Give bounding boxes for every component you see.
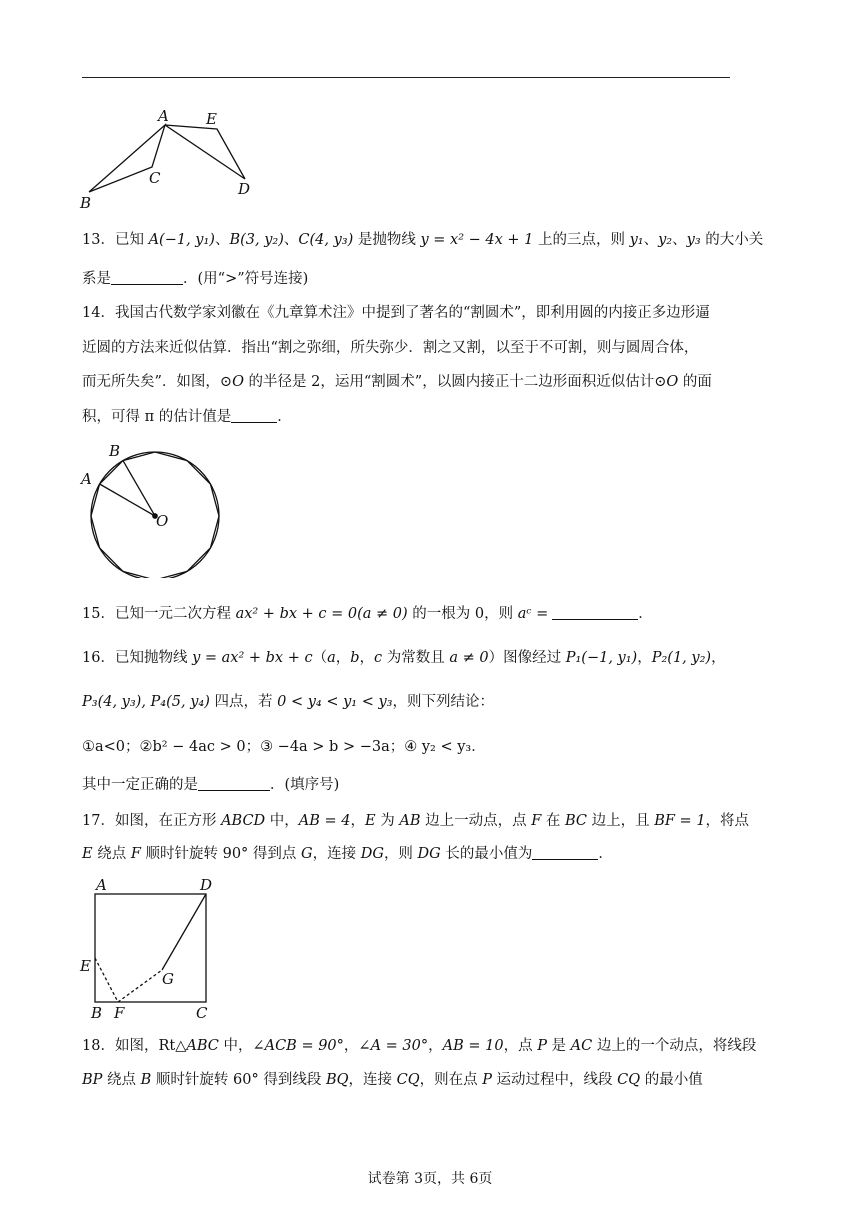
label-B: B [91,1004,103,1022]
answer-blank-14 [231,408,277,423]
label-C: C [196,1004,208,1022]
figure-circle-dodecagon [76,438,236,578]
segment-FG [118,970,162,1002]
label-C: C [149,169,161,187]
label-G: G [162,970,174,988]
q14-line-4: 积，可得 π 的估计值是 ． [82,409,292,425]
label-E: E [80,957,91,975]
label-A: A [96,876,107,894]
answer-blank-17 [532,845,598,860]
label-A: A [158,107,169,125]
label-O: O [156,512,169,530]
q14-line-1: 14．我国古代数学家刘徽在《九章算术注》中提到了著名的“割圆术”，即利用圆的内接正多边形逼 [82,305,710,321]
q16-line-1: 16．已知抛物线 y = ax² + bx + c（a，b，c 为常数且 a ≠ 0）图像经过 P₁(−1, y₁)，P₂(1, y₂)， [82,650,726,666]
q15-line: 15．已知一元二次方程 ax² + bx + c = 0(a ≠ 0) 的一根为 0，则 aᶜ = ． [82,606,653,622]
radius-OB [123,461,155,516]
q14-line-2: 近圆的方法来近似估算．指出“割之弥细，所失弥少．割之又割，以至于不可割，则与圆周合体， [82,340,699,356]
q18-line-2: BP 绕点 B 顺时针旋转 60° 得到线段 BQ，连接 CQ，则在点 P 运动过程中，线段 CQ 的最小值 [82,1072,703,1088]
q18-line-1: 18．如图，Rt△ABC 中，∠ACB = 90°，∠A = 30°，AB = 10，点 P 是 AC 边上的一个动点，将线段 [82,1038,757,1054]
q16-line-2: P₃(4, y₃), P₄(5, y₄) 四点，若 0 < y₄ < y₁ < y₃，则下列结论： [82,694,494,710]
label-B: B [80,194,92,212]
answer-blank-15 [552,605,638,620]
figure-lines [89,125,245,192]
segment-DG [162,894,206,970]
figure-triangles [75,105,265,215]
label-F: F [114,1004,125,1022]
square-ABCD [95,894,206,1002]
q17-line-1: 17．如图，在正方形 ABCD 中，AB = 4，E 为 AB 边上一动点，点 F 在 BC 边上，且 BF = 1，将点 [82,813,750,829]
page-footer: 试卷第 3页，共 6页 [367,1171,493,1187]
label-D: D [238,180,251,198]
label-D: D [200,876,213,894]
q13-line-2: 系是 ．(用“>”符号连接) [82,271,309,287]
q14-line-3: 而无所失矣”．如图，⊙O 的半径是 2，运用“割圆术”，以圆内接正十二边形面积近似估计⊙O 的面 [82,374,712,390]
q16-line-3: ①a<0；②b² − 4ac > 0；③ −4a > b > −3a；④ y₂ < y₃． [82,739,486,755]
radius-OA [100,484,155,516]
answer-blank-13 [111,270,183,285]
header-rule [82,77,730,78]
answer-blank-16 [198,776,270,791]
label-E: E [206,110,217,128]
q13-line-1: 13．已知 A(−1, y₁)、B(3, y₂)、C(4, y₃) 是抛物线 y = x² − 4x + 1 上的三点，则 y₁、y₂、y₃ 的大小关 [82,232,764,248]
q16-line-4: 其中一定正确的是 ．(填序号) [82,777,340,793]
q17-line-2: E 绕点 F 顺时针旋转 90° 得到点 G，连接 DG，则 DG 长的最小值为 ． [82,846,613,862]
label-A: A [81,470,92,488]
label-B: B [109,442,121,460]
figure-square [78,874,228,1022]
segment-EF [95,958,118,1002]
